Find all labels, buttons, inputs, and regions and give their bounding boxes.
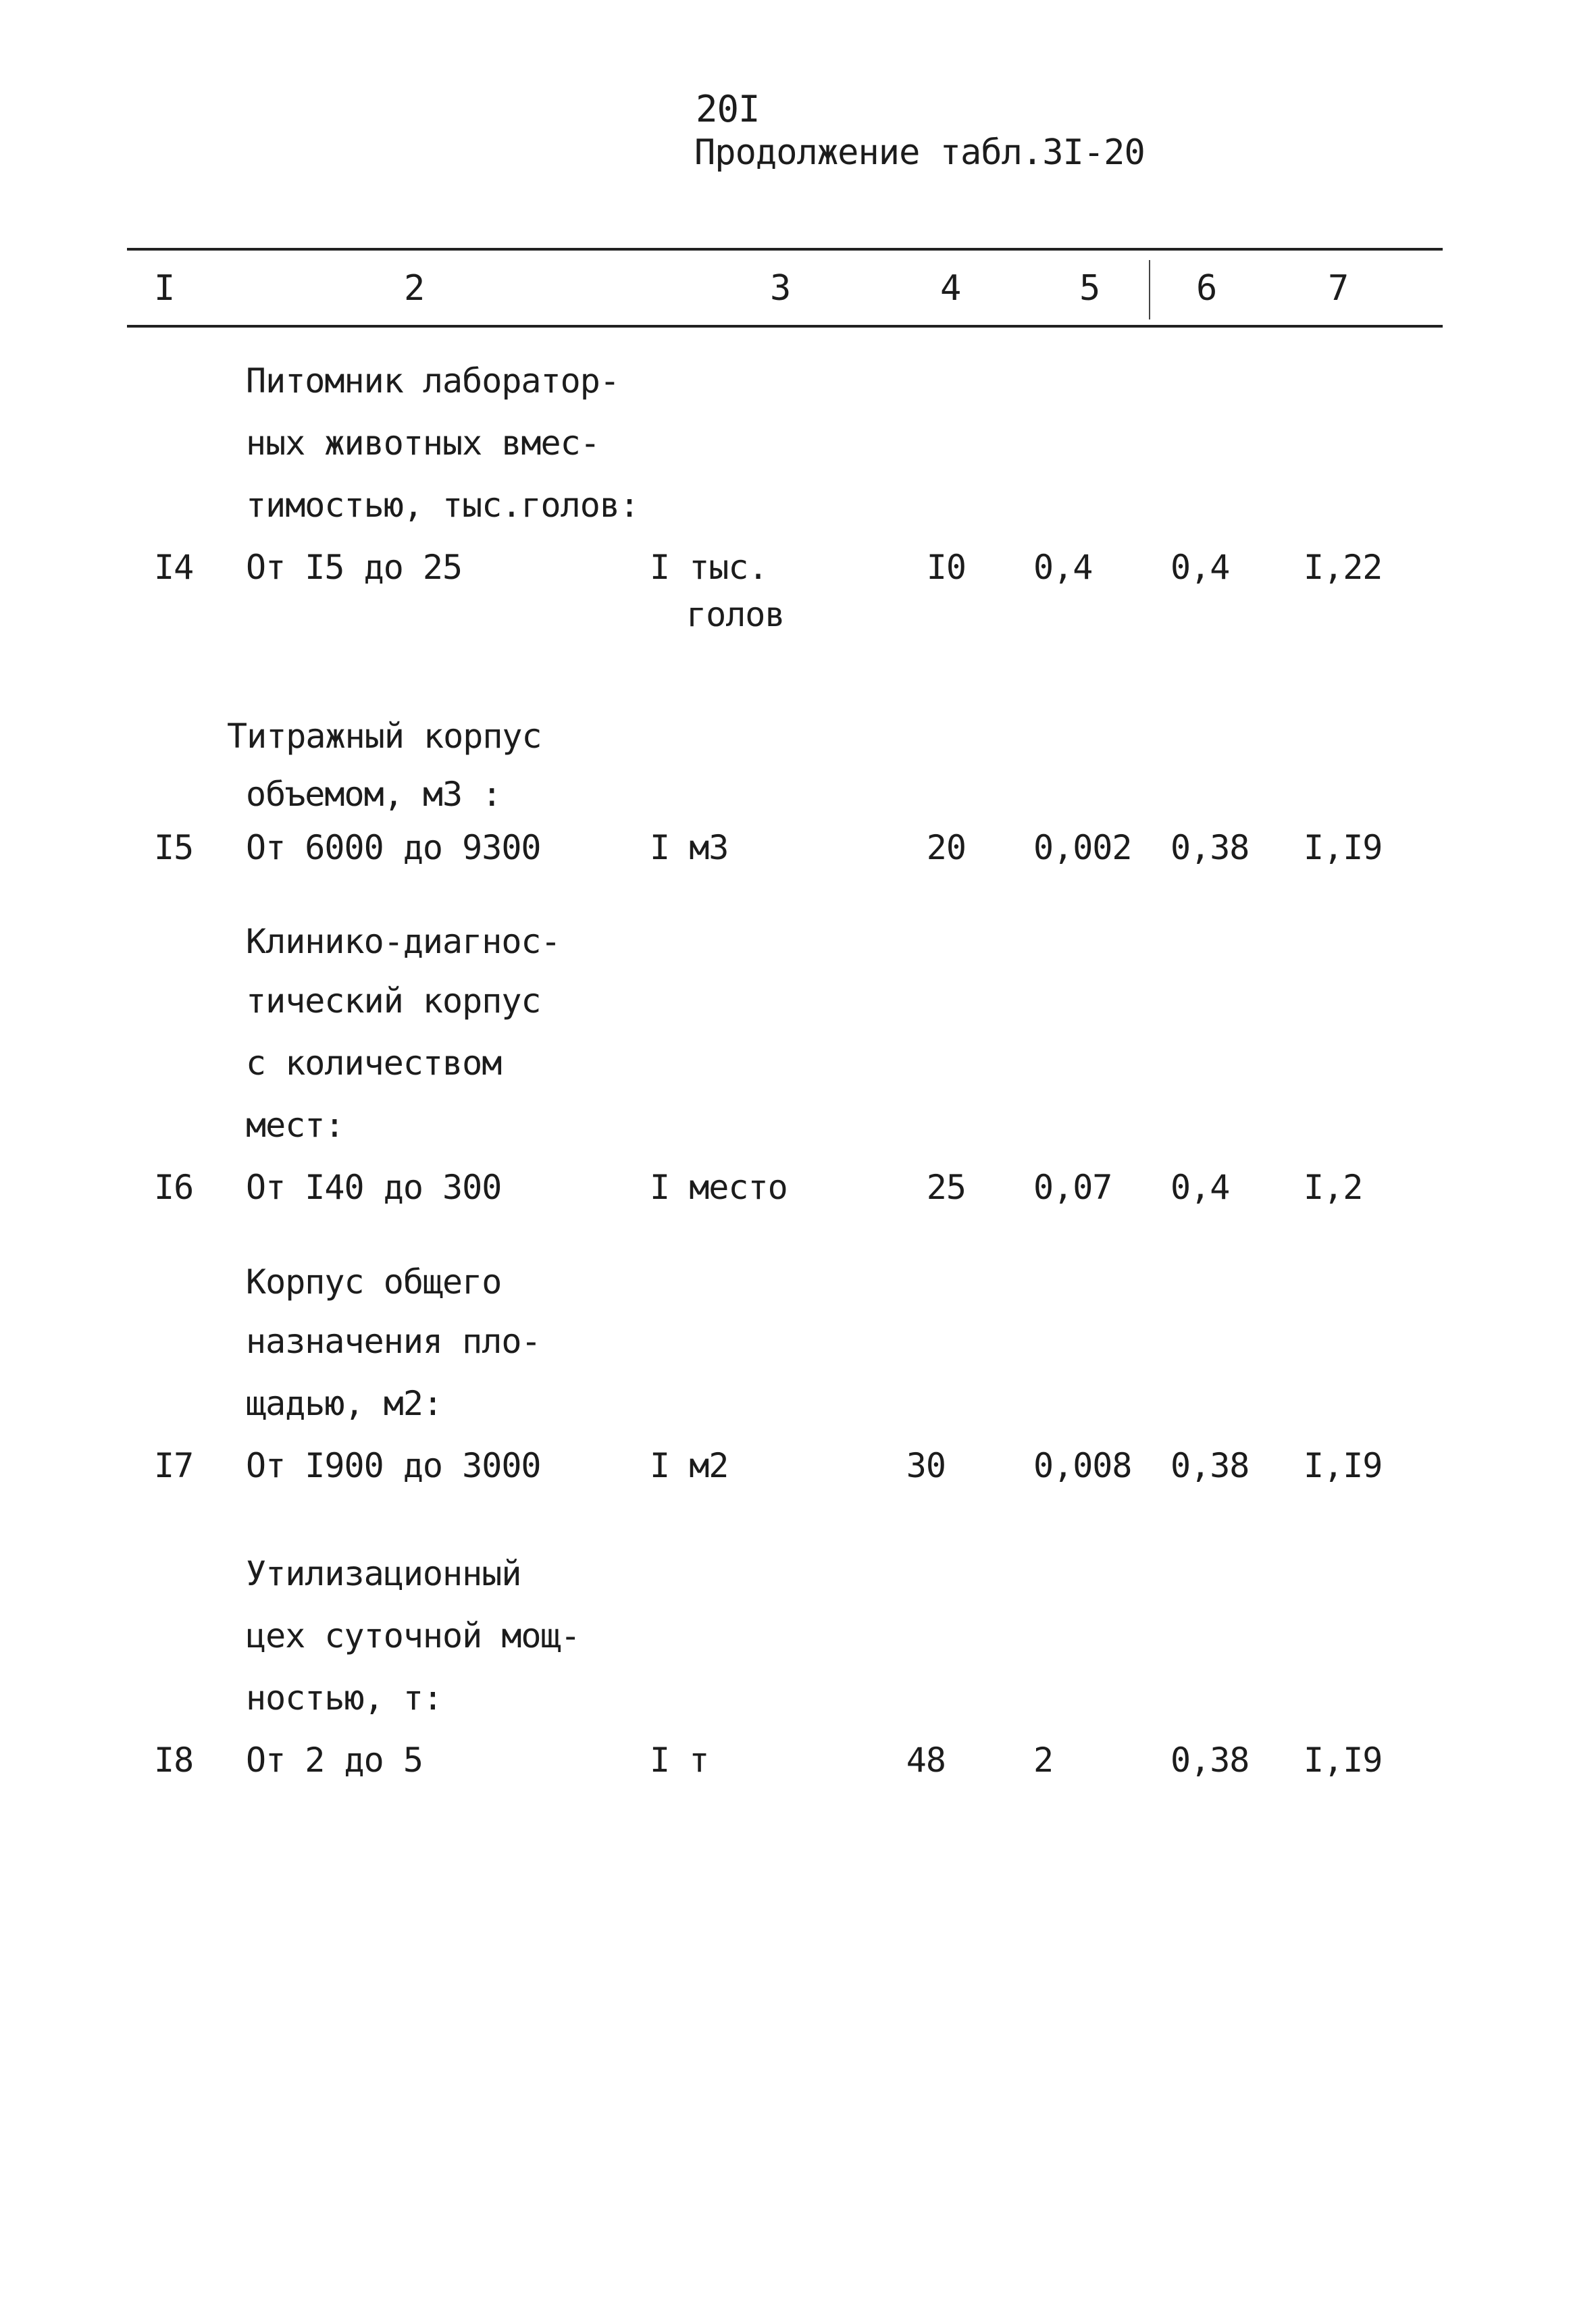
row-unit: I т: [650, 1741, 709, 1780]
row-range: От 6000 до 9300: [246, 828, 541, 867]
table-top-rule: [127, 248, 1443, 251]
row-col5: 0,4: [1033, 548, 1093, 587]
group-heading-line: мест:: [246, 1106, 344, 1145]
row-range: От I900 до 3000: [246, 1446, 541, 1485]
column-header-1: I: [154, 268, 176, 309]
row-unit: I тыс.: [650, 548, 768, 587]
group-heading-line: Корпус общего: [246, 1262, 502, 1302]
row-col4: 25: [926, 1168, 966, 1207]
column-header-7: 7: [1328, 268, 1349, 309]
row-number: I4: [154, 548, 194, 587]
row-col7: I,I9: [1304, 828, 1383, 867]
row-col6: 0,38: [1170, 1446, 1250, 1485]
row-range: От I5 до 25: [246, 548, 463, 587]
row-col4: 30: [906, 1446, 946, 1485]
column-header-2: 2: [404, 268, 426, 309]
group-heading-line: Питомник лаборатор-: [246, 361, 619, 401]
row-col7: I,22: [1304, 548, 1383, 587]
column-separator: [1149, 260, 1150, 319]
row-unit: I место: [650, 1168, 788, 1207]
row-unit: I м2: [650, 1446, 729, 1485]
group-heading-line: тимостью, тыс.голов:: [246, 486, 640, 525]
group-heading-line: назначения пло-: [246, 1322, 541, 1361]
row-unit-cont: голов: [686, 595, 785, 634]
column-header-6: 6: [1196, 268, 1218, 309]
group-heading-line: щадью, м2:: [246, 1384, 443, 1423]
group-heading-line: ностью, т:: [246, 1678, 443, 1718]
row-col6: 0,4: [1170, 548, 1230, 587]
column-header-3: 3: [770, 268, 792, 309]
row-unit: I м3: [650, 828, 729, 867]
row-col4: 20: [926, 828, 966, 867]
group-heading-line: Титражный корпус: [227, 717, 542, 756]
page-number: 20I: [696, 88, 760, 130]
row-col5: 2: [1033, 1741, 1054, 1780]
row-col7: I,2: [1304, 1168, 1363, 1207]
row-col5: 0,008: [1033, 1446, 1132, 1485]
group-heading-line: цех суточной мощ-: [246, 1616, 580, 1655]
table-header-rule: [127, 325, 1443, 328]
row-col5: 0,07: [1033, 1168, 1112, 1207]
group-heading-line: с количеством: [246, 1044, 502, 1083]
row-number: I5: [154, 828, 194, 867]
row-col7: I,I9: [1304, 1741, 1383, 1780]
row-col5: 0,002: [1033, 828, 1132, 867]
row-col4: 48: [906, 1741, 946, 1780]
row-col6: 0,38: [1170, 828, 1250, 867]
row-number: I7: [154, 1446, 194, 1485]
table-continuation-title: Продолжение табл.3I-20: [694, 132, 1145, 173]
row-col7: I,I9: [1304, 1446, 1383, 1485]
row-number: I6: [154, 1168, 194, 1207]
group-heading-line: объемом, м3 :: [246, 775, 502, 814]
column-header-4: 4: [940, 268, 962, 309]
row-number: I8: [154, 1741, 194, 1780]
group-heading-line: тический корпус: [246, 981, 541, 1021]
group-heading-line: ных животных вмес-: [246, 423, 600, 463]
row-col6: 0,4: [1170, 1168, 1230, 1207]
row-col4: I0: [926, 548, 966, 587]
row-col6: 0,38: [1170, 1741, 1250, 1780]
column-header-5: 5: [1079, 268, 1101, 309]
row-range: От I40 до 300: [246, 1168, 502, 1207]
row-range: От 2 до 5: [246, 1741, 423, 1780]
group-heading-line: Утилизационный: [246, 1554, 521, 1593]
group-heading-line: Клинико-диагнос-: [246, 922, 561, 961]
